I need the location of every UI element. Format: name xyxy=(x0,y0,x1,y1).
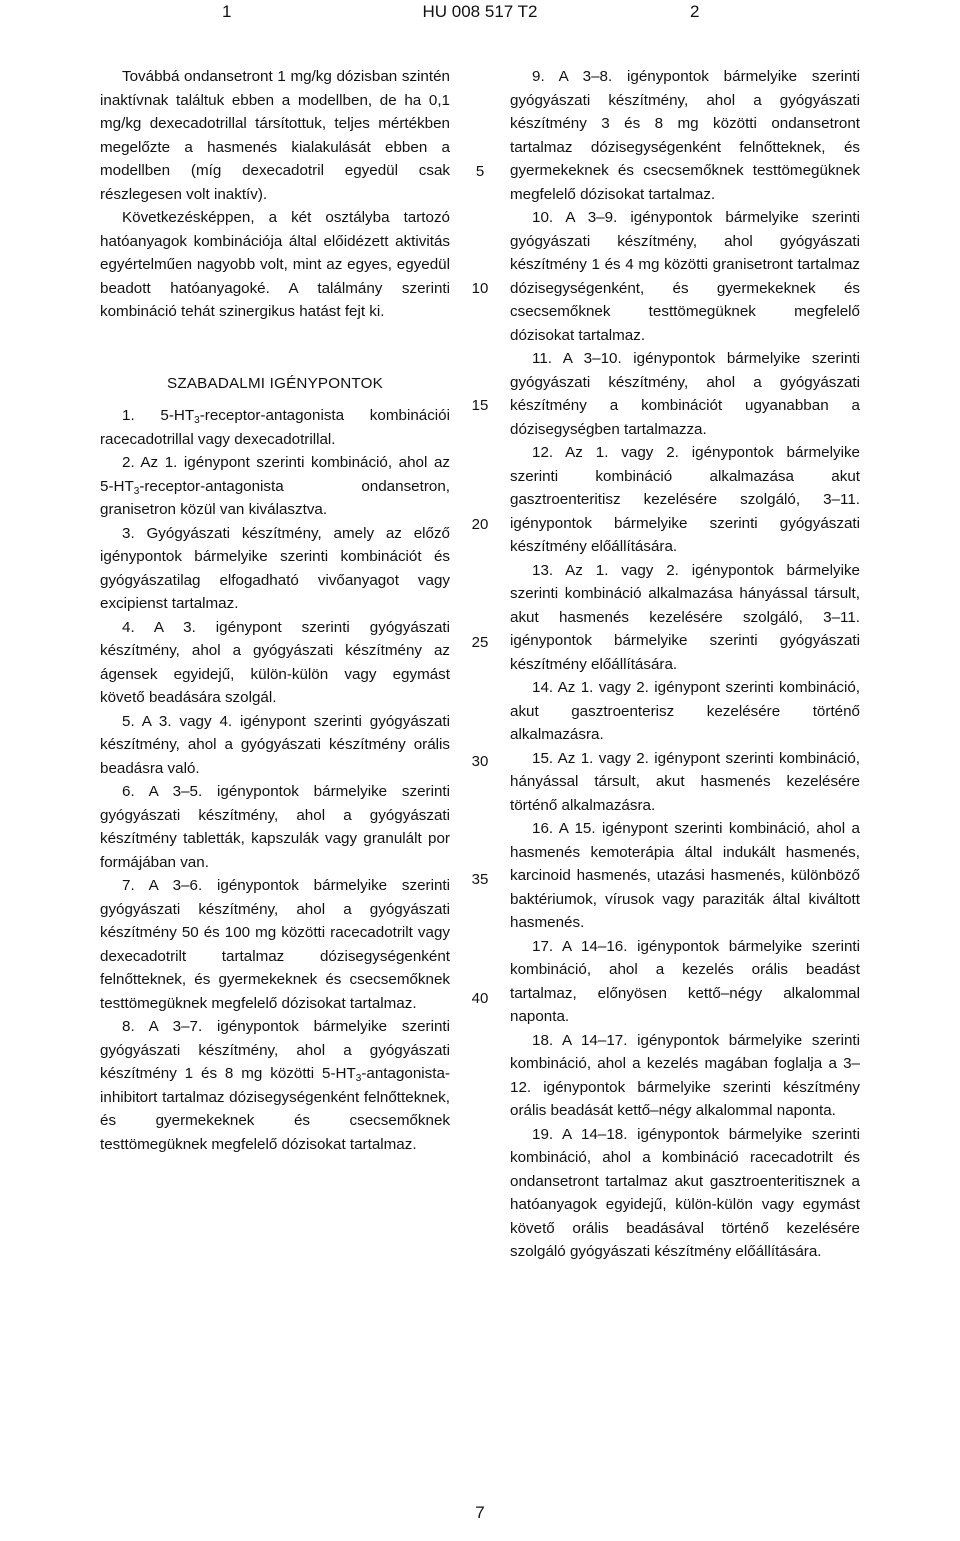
claim-17: 17. A 14–16. igénypontok bármelyike szerinti kombináció, ahol a kezelés orális beadást tartalmaz, előnyösen kettő–négy alkalommal naponta. xyxy=(510,937,860,1025)
claim-4: 4. A 3. igénypont szerinti gyógyászati készítmény, ahol a gyógyászati készítmény az ágensek egyidejű, külön-külön vagy egymást követő beadására szolgál. xyxy=(100,618,450,706)
claim-5: 5. A 3. vagy 4. igénypont szerinti gyógyászati készítmény, ahol a gyógyászati készítmény orális beadásra való. xyxy=(100,712,450,777)
patent-number: HU 008 517 T2 xyxy=(422,2,538,21)
claim-6: 6. A 3–5. igénypontok bármelyike szerinti gyógyászati készítmény, ahol a gyógyászati készítmény tabletták, kapszulák vagy granulált por formájában van. xyxy=(100,783,450,871)
claim-2: 2. Az 1. igénypont szerinti kombináció, ahol az $5-HT_3-receptor$-antagonista ondansetron, granisetron közül van kiválasztva. xyxy=(100,454,450,518)
claim-3: 3. Gyógyászati készítmény, amely az előző igénypontok bármelyike szerinti kombinációt és gyógyászatilag elfogadható vivőanyagot vagy excipienst tartalmaz. xyxy=(100,524,450,612)
claim-10: 10. A 3–9. igénypontok bármelyike szerinti gyógyászati készítmény, ahol gyógyászati készítmény 1 és 4 mg közötti granisetront tartalmaz dózisegységenként, és gyermekeknek és csecsemőknek testtömegüknek megfelelő dózisokat tartalmaz. xyxy=(510,209,860,344)
right-column xyxy=(510,65,860,1264)
claim-12: 12. Az 1. vagy 2. igénypontok bármelyike szerinti kombináció alkalmazása akut gasztroenteritisz kezelésére szolgáló, 3–11. igénypontok bármelyike szerinti gyógyászati készítmény előállítására. xyxy=(510,444,860,555)
line-number: 20 xyxy=(471,516,489,533)
line-number: 25 xyxy=(471,634,489,651)
header-column-number-left: 1 xyxy=(222,2,232,21)
line-number: 10 xyxy=(471,280,489,297)
description-paragraph: Továbbá ondansetront 1 mg/kg dózisban szintén inaktívnak találtuk ebben a modellben, de ha 0,1 mg/kg dexecadotrillal társítottuk, teljes mértékben megelőzte a hasmenés kialakulását ebben a modellben (míg dexecadotril egyedül csak részlegesen volt inaktív). xyxy=(100,68,450,203)
claim-13: 13. Az 1. vagy 2. igénypontok bármelyike szerinti kombináció alkalmazása hányással társult, akut hasmenés kezelésére szolgáló, 3–11. igénypontok bármelyike szerinti gyógyászati készítmény előállítására. xyxy=(510,561,860,673)
claim-7: 7. A 3–6. igénypontok bármelyike szerinti gyógyászati készítmény, ahol a gyógyászati készítmény 50 és 100 mg közötti racecadotrilt vagy dexecadotrilt tartalmaz dózisegységenként felnőtteknek, és gyermekeknek és csecsemőknek testtömegüknek megfelelő dózisokat tartalmaz. xyxy=(100,877,450,1012)
claim-9: 9. A 3–8. igénypontok bármelyike szerinti gyógyászati készítmény, ahol a gyógyászati készítmény 3 és 8 mg közötti ondansetront tartalmaz dózisegységenként felnőtteknek, és gyermekeknek és csecsemőknek testtömegüknek megfelelő dózisokat tartalmaz. xyxy=(510,68,860,203)
claim-19: 19. A 14–18. igénypontok bármelyike szerinti kombináció, ahol a kombináció racecadotrilt és ondansetront tartalmaz akut gasztroenteritisznek a hatóanyagok egyidejű, külön-külön vagy egymást követő orális beadásával történő kezelésére szolgáló gyógyászati készítmény előállítására. xyxy=(510,1125,860,1260)
line-number: 40 xyxy=(471,990,489,1007)
page-number: 7 xyxy=(475,1503,485,1522)
claim-11: 11. A 3–10. igénypontok bármelyike szerinti gyógyászati készítmény, ahol a gyógyászati készítmény a kombinációt ugyanabban a dózisegységben tartalmazza. xyxy=(510,350,860,438)
claim-16: 16. A 15. igénypont szerinti kombináció, ahol a hasmenés kemoterápia által indukált hasmenés, karcinoid hasmenés, utazási hasmenés, különböző baktériumok, vírusok vagy paraziták által kiváltott hasmenés. xyxy=(510,820,860,931)
claim-18: 18. A 14–17. igénypontok bármelyike szerinti kombináció, ahol a kezelés magában foglalja a 3–12. igénypontok bármelyike szerinti készítmény orális beadását kettő–négy alkalommal naponta. xyxy=(510,1031,860,1119)
line-number: 5 xyxy=(475,163,485,180)
line-number: 30 xyxy=(471,753,489,770)
claim-1: 1. $5-HT_3-receptor$-antagonista kombinációi racecadotrillal vagy dexecadotrillal. xyxy=(100,407,451,448)
line-number: 35 xyxy=(471,871,489,888)
claim-8: 8. A 3–7. igénypontok bármelyike szerinti gyógyászati készítmény, ahol a gyógyászati készítmény 1 és 8 mg közötti $5-HT_3-antagonista$-inhibitort tartalmaz dózisegységenként felnőtteknek, és gyermekeknek és csecsemőknek testtömegüknek megfelelő dózisokat tartalmaz. xyxy=(100,1018,450,1153)
line-number: 15 xyxy=(471,397,489,414)
left-column xyxy=(100,65,450,1156)
header-column-number-right: 2 xyxy=(690,2,700,21)
claims-heading: SZABADALMI IGÉNYPONTOK xyxy=(167,374,383,392)
description-paragraph: Következésképpen, a két osztályba tartozó hatóanyagok kombinációja által előidézett aktivitás egyértelműen nagyobb volt, mint az egyes, egyedül beadott hatóanyagoké. A találmány szerinti kombináció tehát szinergikus hatást fejt ki. xyxy=(100,209,450,320)
claim-14: 14. Az 1. vagy 2. igénypont szerinti kombináció, akut gasztroenterisz kezelésére történő alkalmazásra. xyxy=(510,679,860,743)
claim-15: 15. Az 1. vagy 2. igénypont szerinti kombináció, hányással társult, akut hasmenés kezelésére történő alkalmazásra. xyxy=(510,749,860,814)
